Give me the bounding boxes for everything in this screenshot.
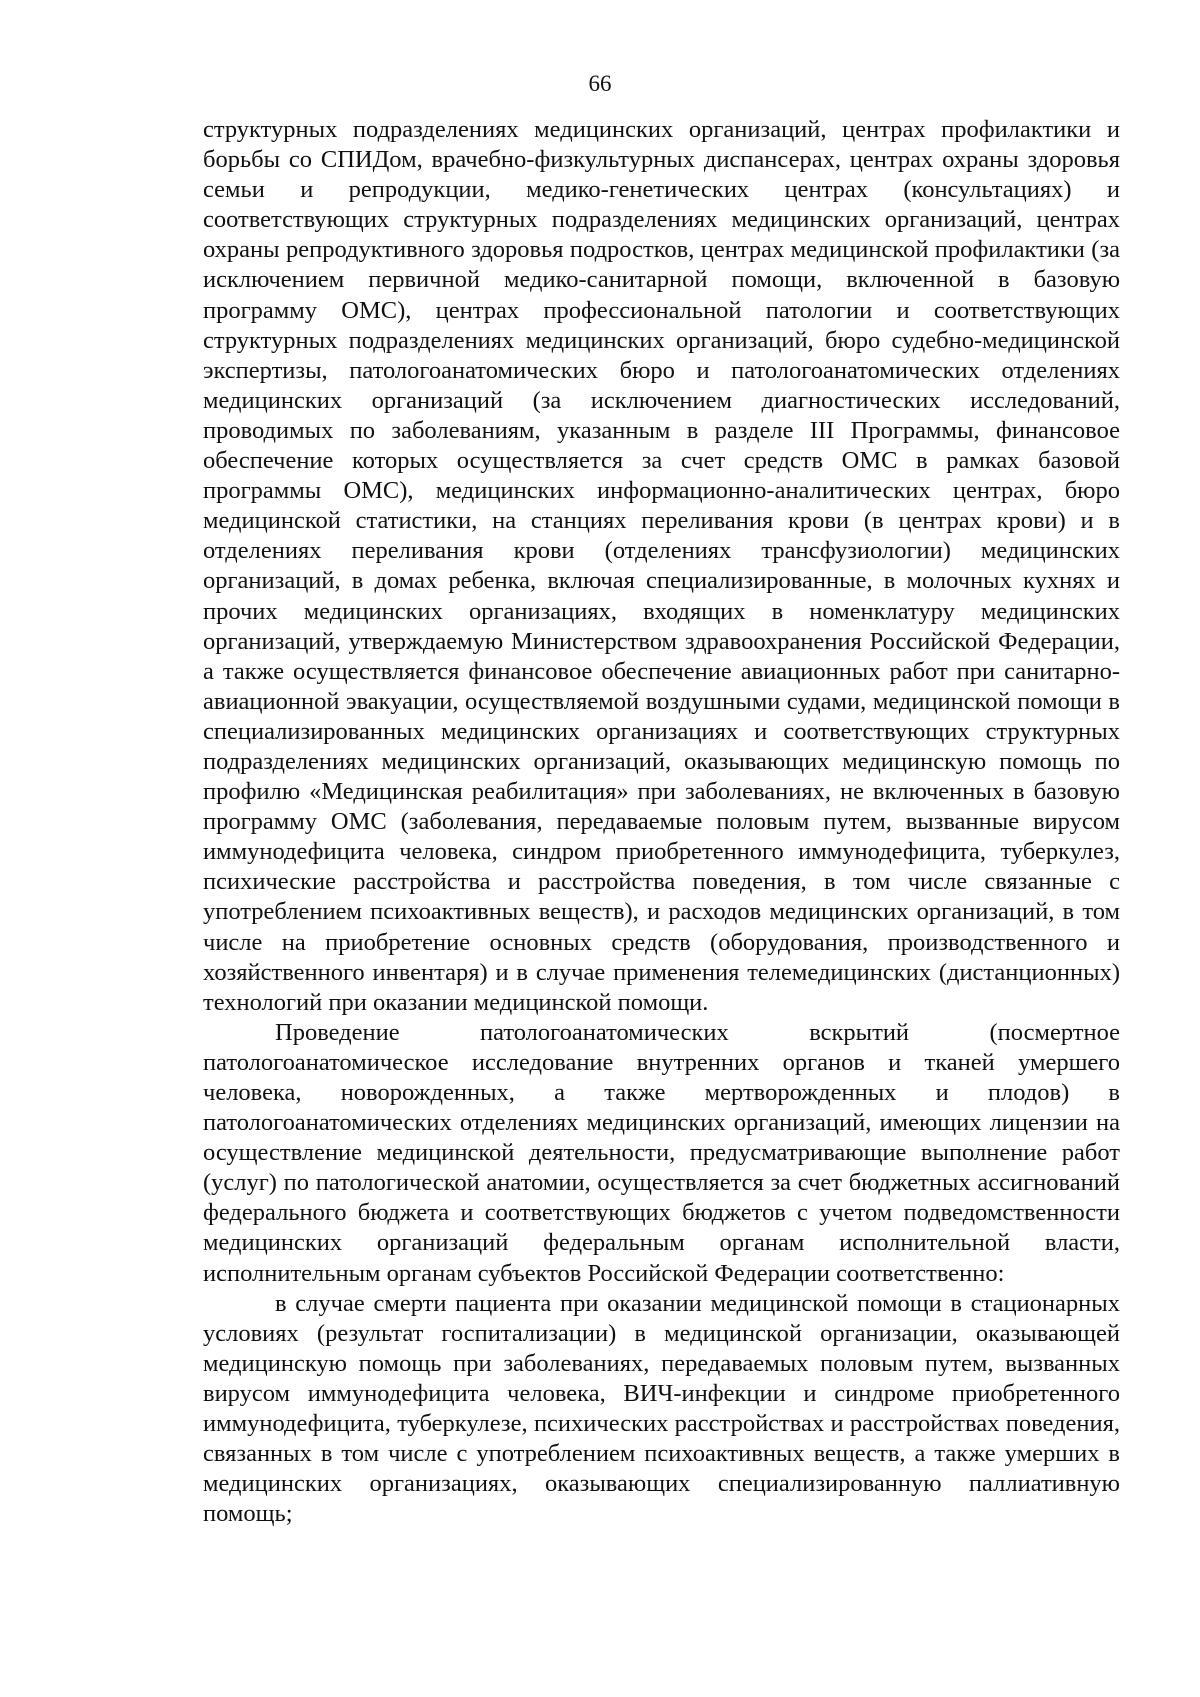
document-body — [203, 115, 1120, 1529]
paragraph-autopsy: Проведение патологоанатомических вскрытий (посмертное патологоанатомическое исследование внутренних органов и тканей умершего человека, новорожденных, а также мертворожденных и плодов) в патологоанатомических отделениях медицинских организаций, имеющих лицензии на осуществление медицинской деятельности, предусматривающие выполнение работ (услуг) по патологической анатомии, осуществляется за счет бюджетных ассигнований федерального бюджета и соответствующих бюджетов с учетом подведомственности медицинских организаций федеральным органам исполнительной власти, исполнительным органам субъектов Российской Федерации соответственно: — [203, 1018, 1120, 1287]
page-number: 66 — [588, 71, 612, 96]
paragraph-continuation: структурных подразделениях медицинских организаций, центрах профилактики и борьбы со СПИДом, врачебно-физкультурных диспансерах, центрах охраны здоровья семьи и репродукции, медико-генетических центрах (консультациях) и соответствующих структурных подразделениях медицинских организаций, центрах охраны репродуктивного здоровья подростков, центрах медицинской профилактики (за исключением первичной медико-санитарной помощи, включенной в базовую программу ОМС), центрах профессиональной патологии и соответствующих структурных подразделениях медицинских организаций, бюро судебно-медицинской экспертизы, патологоанатомических бюро и патологоанатомических отделениях медицинских организаций (за исключением диагностических исследований, проводимых по заболеваниям, указанным в разделе III Программы, финансовое обеспечение которых осуществляется за счет средств ОМС в рамках базовой программы ОМС), медицинских информационно-аналитических центрах, бюро медицинской статистики, на станциях переливания крови (в центрах крови) и в отделениях переливания крови (отделениях трансфузиологии) медицинских организаций, в домах ребенка, включая специализированные, в молочных кухнях и прочих медицинских организациях, входящих в номенклатуру медицинских организаций, утверждаемую Министерством здравоохранения Российской Федерации, а также осуществляется финансовое обеспечение авиационных работ при санитарно-авиационной эвакуации, осуществляемой воздушными судами, медицинской помощи в специализированных медицинских организациях и соответствующих структурных подразделениях медицинских организаций, оказывающих медицинскую помощь по профилю «Медицинская реабилитация» при заболеваниях, не включенных в базовую программу ОМС (заболевания, передаваемые половым путем, вызванные вирусом иммунодефицита человека, синдром приобретенного иммунодефицита, туберкулез, психические расстройства и расстройства поведения, в том числе связанные с употреблением психоактивных веществ), и расходов медицинских организаций, в том числе на приобретение основных средств (оборудования, производственного и хозяйственного инвентаря) и в случае применения телемедицинских (дистанционных) технологий при оказании медицинской помощи. — [203, 116, 1120, 1016]
paragraph-death-case: в случае смерти пациента при оказании медицинской помощи в стационарных условиях (результат госпитализации) в медицинской организации, оказывающей медицинскую помощь при заболеваниях, передаваемых половым путем, вызванных вирусом иммунодефицита человека, ВИЧ-инфекции и синдроме приобретенного иммунодефицита, туберкулезе, психических расстройствах и расстройствах поведения, связанных в том числе с употреблением психоактивных веществ, а также умерших в медицинских организациях, оказывающих специализированную паллиативную помощь; — [203, 1289, 1120, 1528]
